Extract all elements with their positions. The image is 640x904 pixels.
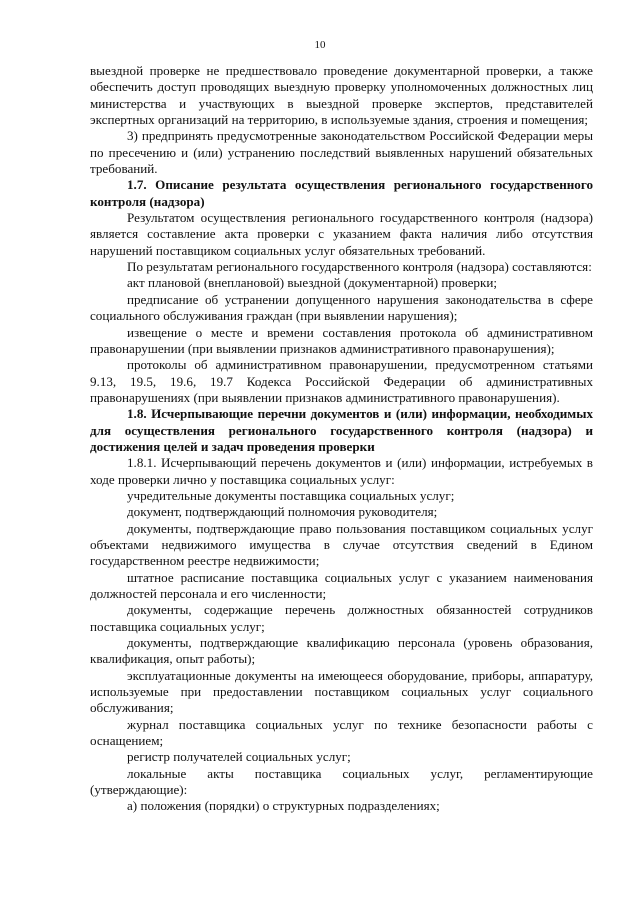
paragraph: документы, содержащие перечень должностных обязанностей сотрудников поставщика социальных услуг; [90, 602, 593, 634]
paragraph: регистр получателей социальных услуг; [127, 749, 351, 765]
section-heading: 1.7. Описание результата осуществления регионального государственного контроля (надзора) [90, 177, 593, 209]
paragraph: Результатом осуществления регионального государственного контроля (надзора) является составление акта проверки с указанием факта наличия либо отсутствия нарушений поставщиком социальных услуг обязательных требований. [90, 210, 593, 258]
paragraph: эксплуатационные документы на имеющееся оборудование, приборы, аппаратуру, используемые при предоставлении поставщиком социальных услуг социального обслуживания; [90, 667, 593, 716]
paragraph: локальные акты поставщика социальных услуг, регламентирующие (утверждающие): [90, 765, 593, 798]
paragraph: документ, подтверждающий полномочия руководителя; [127, 504, 438, 520]
paragraph: 1.8.1. Исчерпывающий перечень документов и (или) информации, истребуемых в ходе проверки лично у поставщика социальных услуг: [90, 455, 593, 487]
document-body [90, 63, 593, 815]
paragraph: журнал поставщика социальных услуг по технике безопасности работы с оснащением; [90, 716, 593, 749]
paragraph: документы, подтверждающие квалификацию персонала (уровень образования, квалификация, опыт работы); [90, 635, 593, 667]
page-number: 10 [314, 39, 326, 51]
paragraph: а) положения (порядки) о структурных подразделениях; [127, 798, 440, 814]
section-heading: 1.8. Исчерпывающие перечни документов и (или) информации, необходимых для осуществления регионального государственного контроля (надзора) и достижения целей и задач проведения проверки [90, 406, 593, 454]
paragraph: акт плановой (внеплановой) выездной (документарной) проверки; [127, 275, 497, 291]
paragraph: выездной проверке не предшествовало проведение документарной проверки, а также обеспечить доступ проводящих выездную проверку уполномоченных должностных лиц министерства и участвующих в выездной проверке экспертов, представителей экспертных организаций на территорию, в используемые здания, строения и помещения; [90, 63, 593, 128]
paragraph: предписание об устранении допущенного нарушения законодательства в сфере социального обслуживания граждан (при выявлении нарушения); [90, 291, 593, 324]
paragraph: документы, подтверждающие право пользования поставщиком социальных услуг объектами недвижимого имущества в случае отсутствия сведений в Едином государственном реестре недвижимости; [90, 520, 593, 569]
paragraph: извещение о месте и времени составления протокола об административном правонарушении (при выявлении признаков административного правонарушения); [90, 324, 593, 356]
paragraph: протоколы об административном правонарушении, предусмотренном статьями 9.13, 19.5, 19.6, 19.7 Кодекса Российской Федерации об административных правонарушениях (при выявлении признаков административного правонарушения). [90, 357, 593, 405]
paragraph: штатное расписание поставщика социальных услуг с указанием наименования должностей персонала и его численности; [90, 569, 593, 601]
paragraph: 3) предпринять предусмотренные законодательством Российской Федерации меры по пресечению и (или) устранению последствий выявленных нарушений обязательных требований. [90, 128, 593, 177]
paragraph: учредительные документы поставщика социальных услуг; [127, 487, 455, 503]
paragraph: По результатам регионального государственного контроля (надзора) составляются: [127, 259, 592, 275]
